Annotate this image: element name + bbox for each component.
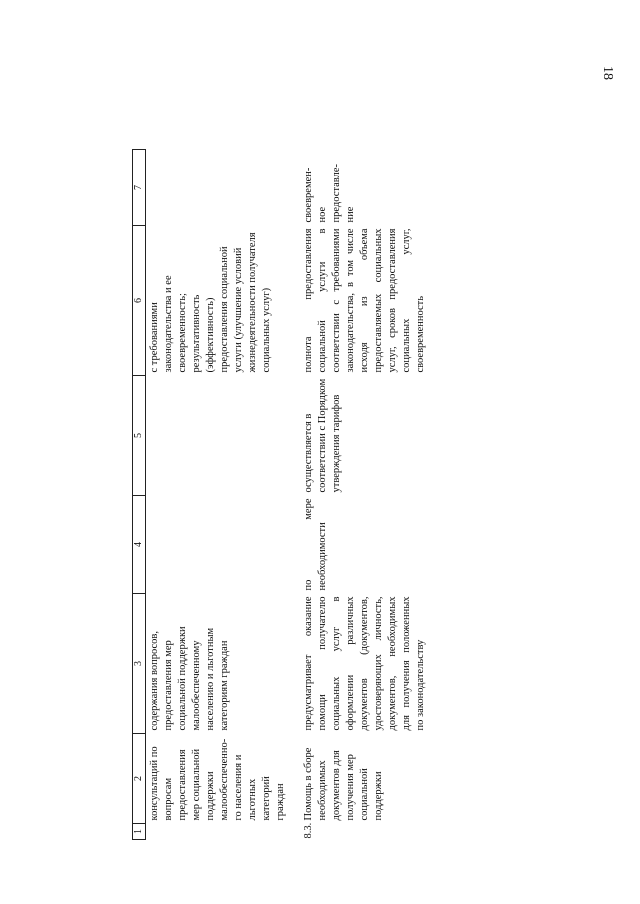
frequency-cell: по мере необходимости — [303, 498, 328, 591]
result-cell — [146, 150, 301, 226]
column-header: 5 — [133, 376, 146, 496]
quality-criteria-cell: с требованиями законодательства и ее своевременность; результативность (эффективность) предоставления социальной услуги (улучшение условий жизнедеятельности получателя социальных услуг) — [149, 232, 272, 373]
service-description-cell: содержания вопросов, предоставления мер социальной поддержки малообеспеченному населению и льготным категориям граждан — [149, 626, 230, 731]
row-number — [146, 824, 301, 840]
column-header: 3 — [133, 594, 146, 734]
table-header-row — [133, 150, 146, 840]
row-number: 8.3. — [303, 822, 314, 839]
rotated-page-content — [132, 60, 622, 840]
services-table — [132, 149, 440, 840]
result-cell: своевремен-ное предоставле-ние — [303, 164, 356, 223]
service-name-cell: консультаций по вопросам предоставления мер социальной поддержки малообеспеченно-го населения и льготных категорий граждан — [149, 738, 286, 821]
column-header: 1 — [133, 824, 146, 840]
tariff-cell: осуществляется в соответствии с Порядком утверждения тарифов — [303, 378, 342, 493]
table-row — [300, 150, 440, 840]
column-header: 6 — [133, 226, 146, 376]
frequency-cell — [146, 496, 301, 594]
page-number: 18 — [600, 66, 615, 80]
column-header: 4 — [133, 496, 146, 594]
quality-criteria-cell: полнота предоставления социальной услуги в соответствии с требованиями законодательства, в том числе исходя из объема предоставляемых социальных услуг, сроков предоставления социальных услуг, своевременность — [303, 228, 426, 373]
table-row — [146, 150, 301, 840]
column-header: 7 — [133, 150, 146, 226]
column-header: 2 — [133, 734, 146, 824]
service-description-cell: предусматривает оказание помощи получателю социальных услуг в оформлении различных документов (документов, удостоверяющих личность, документов, необходимых для получения положенных по законодательству — [303, 596, 426, 731]
service-name-cell: Помощь в сборе необходимых документов для получения мер социальной поддержки — [303, 747, 384, 821]
tariff-cell — [146, 376, 301, 496]
